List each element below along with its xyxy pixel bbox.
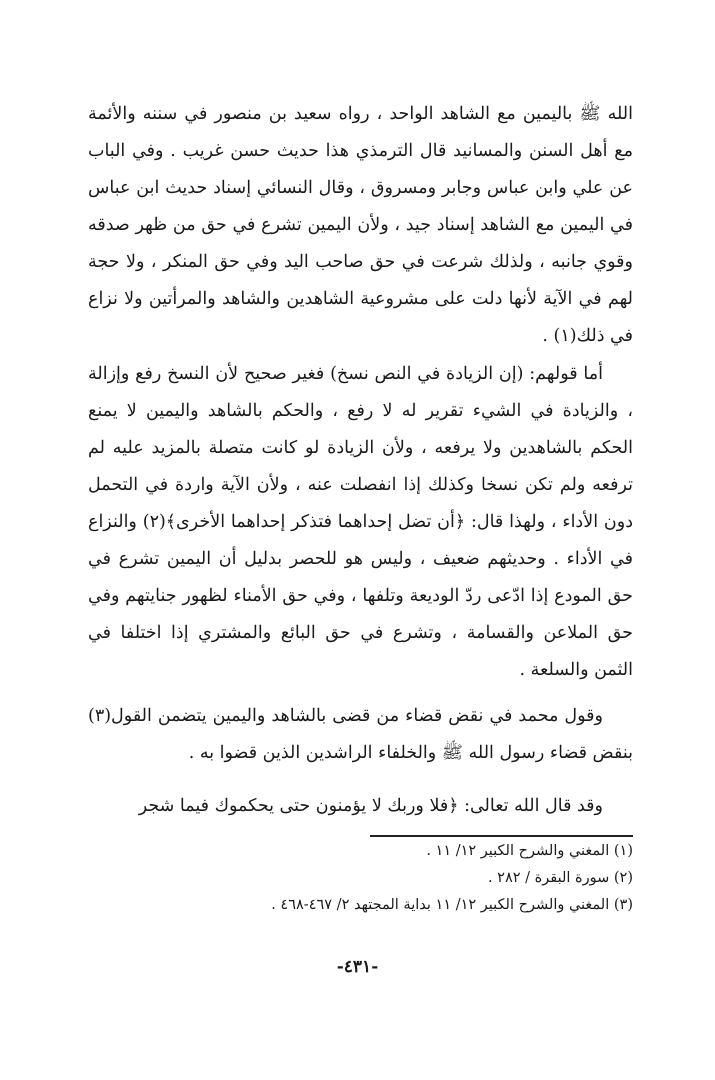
paragraph-1: الله ﷺ باليمين مع الشاهد الواحد ، رواه سعيد بن منصور في سننه والأئمة مع أهل السنن والمسانيد قال الترمذي هذا حديث حسن غريب . وفي الباب عن علي وابن عباس وجابر ومسروق ، وقال النسائي إسناد حديث ابن عباس في اليمين مع الشاهد إسناد جيد ، ولأن اليمين تشرع في حق من ظهر صدقه وقوي جانبه ، ولذلك شرعت في حق صاحب اليد وفي حق المنكر ، ولا حجة لهم في الآية لأنها دلت على مشروعية الشاهدين والشاهد والمرأتين ولا نزاع في ذلك(١) . xyxy=(88,104,633,346)
page-number: -٤٣١- xyxy=(336,957,379,977)
paragraph-2: أما قولهم: (إن الزيادة في النص نسخ) فغير صحيح لأن النسخ رفع وإزالة ، والزيادة في الشيء تقرير له لا رفع ، والحكم بالشاهد واليمين لا يمنع الحكم بالشاهدين ولا يرفعه ، ولأن الزيادة لو كانت متصلة بالمزيد عليه لم ترفعه ولم تكن نسخا وكذلك إذا انفصلت عنه ، ولأن الآية واردة في التحمل دون الأداء ، ولهذا قال: ﴿أن تضل إحداهما فتذكر إحداهما الأخرى﴾(٢) والنزاع في الأداء . وحديثهم ضعيف ، وليس هو للحصر بدليل أن اليمين تشرع في حق المودع إذا ادّعى ردّ الوديعة وتلفها ، وفي حق الأمناء لظهور جنايتهم وفي حق الملاعن والقسامة ، وتشرع في حق البائع والمشتري إذا اختلفا في الثمن والسلعة . xyxy=(88,364,634,680)
footnote-separator xyxy=(370,835,633,837)
footnote-2: (٢) سورة البقرة / ٢٨٢ . xyxy=(487,870,633,886)
paragraph-3: وقول محمد في نقض قضاء من قضى بالشاهد واليمين يتضمن القول(٣) بنقض قضاء رسول الله ﷺ والخلفاء الراشدين الذين قضوا به . xyxy=(88,706,633,763)
paragraph-4: وقد قال الله تعالى: ﴿فلا وربك لا يؤمنون حتى يحكموك فيما شجر xyxy=(138,796,603,816)
footnote-3: (٣) المغني والشرح الكبير ١٢/ ١١ بداية المجتهد ٢/ ٤٦٧-٤٦٨ . xyxy=(271,897,633,913)
footnotes xyxy=(200,838,633,919)
footnote-1: (١) المغني والشرح الكبير ١٢/ ١١ . xyxy=(426,843,633,859)
